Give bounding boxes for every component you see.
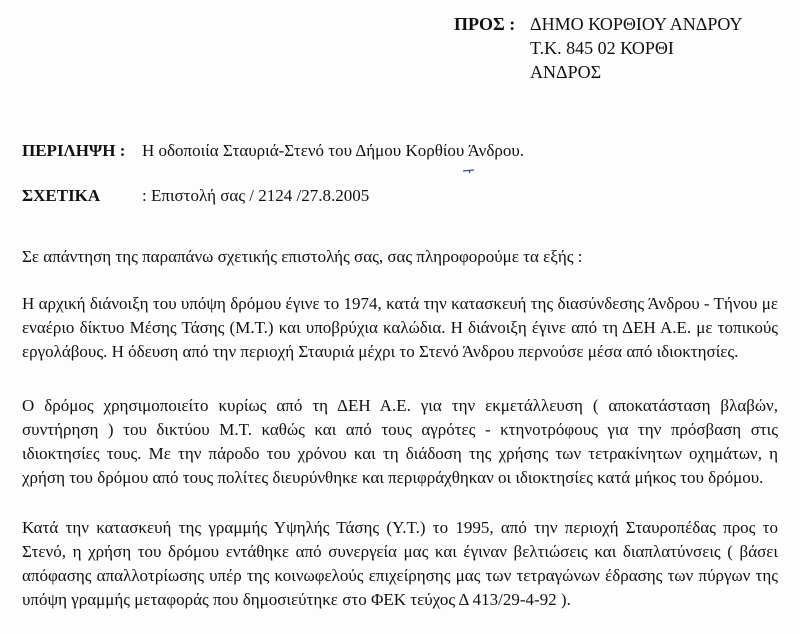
- related-line: [22, 185, 369, 207]
- subject-label: ΠΕΡΙΛΗΨΗ :: [22, 141, 126, 160]
- related-text: : Επιστολή σας / 2124 /27.8.2005: [142, 186, 370, 205]
- recipient-label: ΠΡΟΣ :: [454, 14, 516, 34]
- body-paragraph: Ο δρόμος χρησιμοποιείτο κυρίως από τη ΔΕΗ Α.Ε. για την εκμετάλλευση ( αποκατάσταση βλαβών, συντήρηση ) του δικτύου Μ.Τ. καθώς και από τους αγρότες - κτηνοτρόφους για την πρόσβαση στις ιδιοκτησίες τους. Με την πάροδο του χρόνου και τη διάδοση της χρήσης των τετρακίνητων οχημάτων, η χρήση του δρόμου από τους πολίτες διευρύνθηκε και περιφράχθηκαν οι ιδιοκτησίες κατά μήκος του δρόμου.: [22, 396, 778, 487]
- related-label: ΣΧΕΤΙΚΑ: [22, 186, 101, 205]
- subject-text: Η οδοποιία Σταυριά-Στενό του Δήμου Κορθίου Άνδρου.: [142, 141, 525, 160]
- recipient-block: [454, 12, 742, 84]
- recipient-line: ΔΗΜΟ ΚΟΡΘΙΟΥ ΑΝΔΡΟΥ: [530, 14, 743, 34]
- recipient-line: Τ.Κ. 845 02 ΚΟΡΘΙ: [530, 38, 674, 58]
- body-paragraph: Η αρχική διάνοιξη του υπόψη δρόμου έγινε το 1974, κατά την κατασκευή της διασύνδεσης Άνδρου - Τήνου με εναέριο δίκτυο Μέσης Τάσης (Μ.Τ.) και υποβρύχια καλώδια. Η διάνοιξη έγινε από τη ΔΕΗ Α.Ε. με τοπικούς εργολάβους. Η όδευση από την περιοχή Σταυριά μέχρι το Στενό Άνδρου περνούσε μέσα από ιδιοκτησίες.: [22, 294, 778, 361]
- subject-line: [22, 140, 524, 162]
- pen-mark: [462, 168, 476, 174]
- body-paragraph: Κατά την κατασκευή της γραμμής Υψηλής Τάσης (Υ.Τ.) το 1995, από την περιοχή Σταυροπέδας προς το Στενό, η χρήση του δρόμου εντάθηκε από συνεργεία μας και έγιναν βελτιώσεις και διαπλατύνσεις ( βάσει απόφασης απαλλοτρίωσης υπέρ της κοινωφελούς επιχείρησης μας των τετραγώνων έδρασης των πύργων της υπόψη γραμμής μεταφοράς που δημοσιεύτηκε στο ΦΕΚ τεύχος Δ 413/29-4-92 ).: [22, 518, 778, 609]
- recipient-line: ΑΝΔΡΟΣ: [530, 62, 602, 82]
- intro-sentence: Σε απάντηση της παραπάνω σχετικής επιστολής σας, σας πληροφορούμε τα εξής :: [22, 247, 583, 266]
